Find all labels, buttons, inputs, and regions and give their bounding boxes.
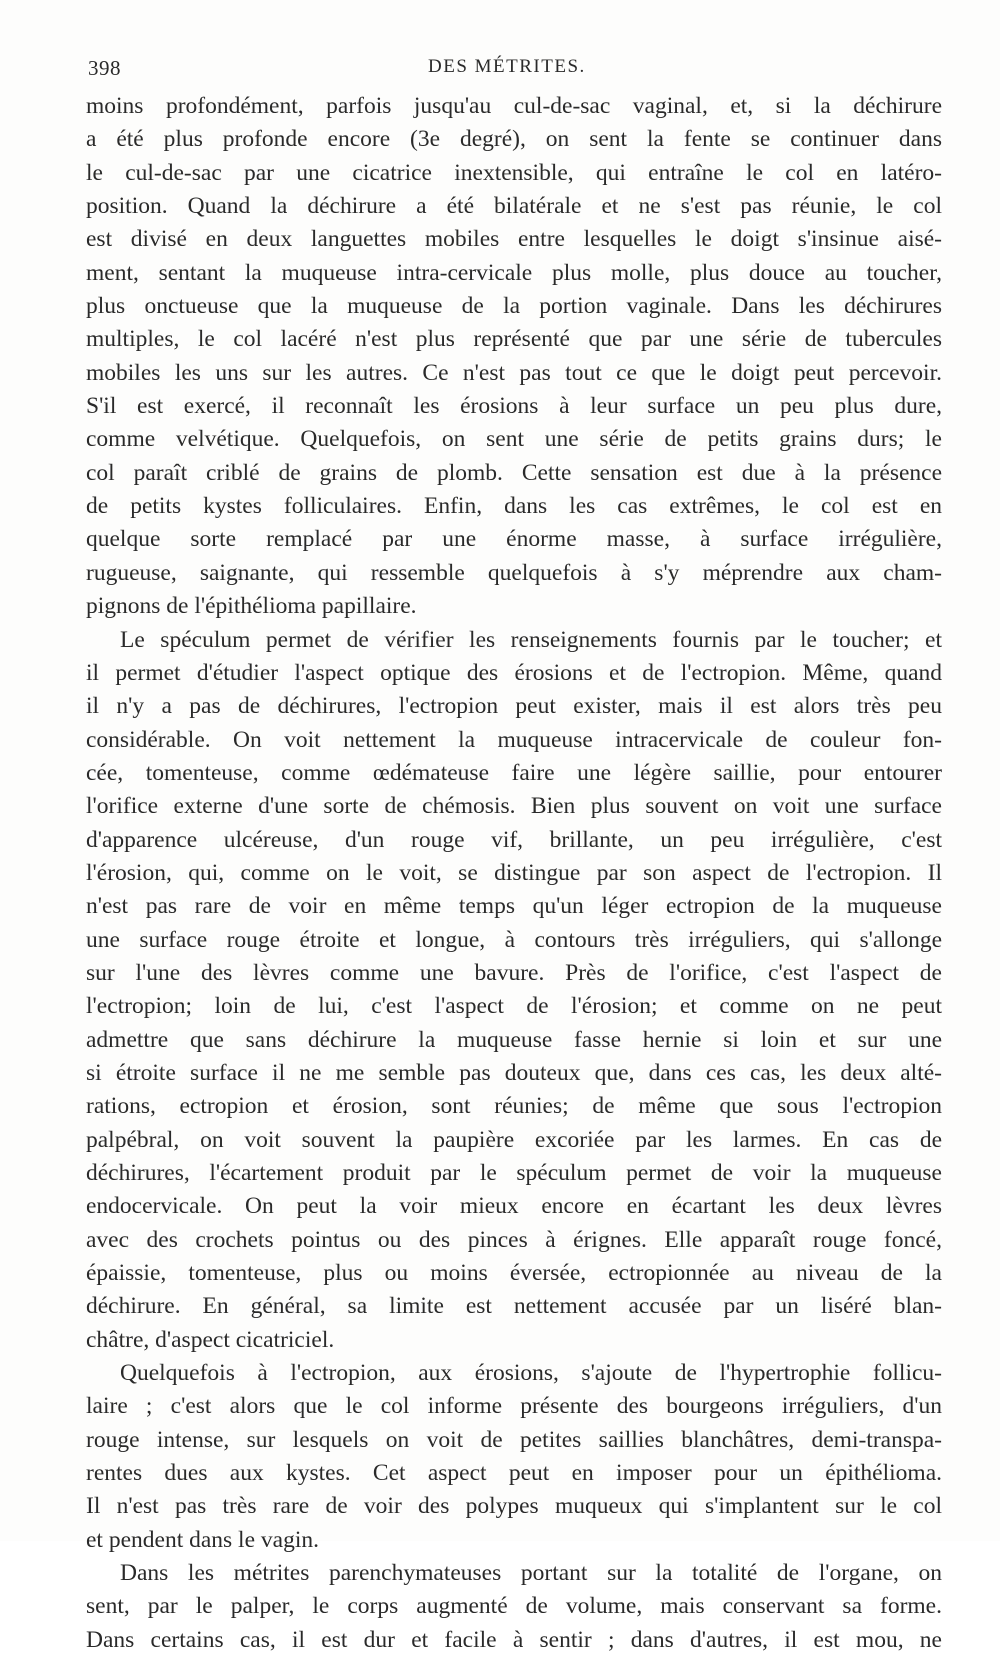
text-line: cée, tomenteuse, comme œdémateuse faire une légère saillie, pour entourer [86, 759, 942, 786]
text-line: il permet d'étudier l'aspect optique des érosions et de l'ectropion. Même, quand [86, 659, 942, 686]
text-line: ment, sentant la muqueuse intra-cervicale plus molle, plus douce au toucher, [86, 259, 942, 286]
text-line: l'ectropion; loin de lui, c'est l'aspect de l'érosion; et comme on ne peut [86, 993, 942, 1020]
text-line: châtre, d'aspect cicatriciel. [86, 1326, 335, 1353]
text-line: déchirure. En général, sa limite est nettement accusée par un liséré blan- [86, 1293, 942, 1320]
text-line: rations, ectropion et érosion, sont réunies; de même que sous l'ectropion [86, 1093, 942, 1120]
text-line: endocervicale. On peut la voir mieux encore en écartant les deux lèvres [86, 1193, 942, 1220]
text-line: n'est pas rare de voir en même temps qu'un léger ectropion de la muqueuse [86, 893, 942, 920]
text-line: Quelquefois à l'ectropion, aux érosions, s'ajoute de l'hypertrophie follicu- [120, 1360, 942, 1387]
text-line: d'apparence ulcéreuse, d'un rouge vif, brillante, un peu irrégulière, c'est [86, 826, 942, 853]
text-line: une surface rouge étroite et longue, à contours très irréguliers, qui s'allonge [86, 926, 942, 953]
text-line: de petits kystes folliculaires. Enfin, dans les cas extrêmes, le col est en [86, 493, 942, 520]
text-line: considérable. On voit nettement la muqueuse intracervicale de couleur fon- [86, 726, 942, 753]
text-line: moins profondément, parfois jusqu'au cul-de-sac vaginal, et, si la déchirure [86, 93, 942, 119]
text-line: sent, par le palper, le corps augmenté de volume, mais conservant sa forme. [86, 1593, 942, 1620]
paragraph [86, 1557, 942, 1657]
text-line: quelque sorte remplacé par une énorme masse, à surface irrégulière, [86, 526, 942, 553]
text-line: Dans les métrites parenchymateuses portant sur la totalité de l'organe, on [120, 1560, 942, 1587]
text-line: palpébral, on voit souvent la paupière excoriée par les larmes. En cas de [86, 1126, 942, 1153]
text-line: Le spéculum permet de vérifier les renseignements fournis par le toucher; et [120, 626, 942, 653]
text-line: a été plus profonde encore (3e degré), on sent la fente se continuer dans [86, 126, 942, 153]
text-line: comme velvétique. Quelquefois, on sent une série de petits grains durs; le [86, 426, 942, 453]
paragraph [86, 1357, 942, 1557]
text-line: sur l'une des lèvres comme une bavure. Près de l'orifice, c'est l'aspect de [86, 959, 942, 986]
text-line: et pendent dans le vagin. [86, 1526, 319, 1553]
text-line: déchirures, l'écartement produit par le spéculum permet de voir la muqueuse [86, 1160, 942, 1186]
text-line: Dans certains cas, il est dur et facile à sentir ; dans d'autres, il est mou, ne [86, 1626, 942, 1653]
text-line: col paraît criblé de grains de plomb. Cette sensation est due à la présence [86, 459, 942, 486]
page-number: 398 [88, 56, 121, 80]
text-line: plus onctueuse que la muqueuse de la portion vaginale. Dans les déchirures [86, 293, 942, 320]
body-text [86, 90, 942, 1657]
text-line: rouge intense, sur lesquels on voit de petites saillies blanchâtres, demi-transpa- [86, 1426, 942, 1453]
text-line: Il n'est pas très rare de voir des polypes muqueux qui s'implantent sur le col [86, 1493, 942, 1520]
paragraph [86, 624, 942, 1358]
text-line: mobiles les uns sur les autres. Ce n'est pas tout ce que le doigt peut percevoir. [86, 359, 942, 386]
text-line: est divisé en deux languettes mobiles entre lesquelles le doigt s'insinue aisé- [86, 226, 942, 253]
text-line: si étroite surface il ne me semble pas douteux que, dans ces cas, les deux alté- [86, 1059, 942, 1086]
text-line: S'il est exercé, il reconnaît les érosions à leur surface un peu plus dure, [86, 393, 942, 420]
text-line: l'érosion, qui, comme on le voit, se distingue par son aspect de l'ectropion. Il [86, 859, 942, 886]
paragraph [86, 90, 942, 624]
text-line: rentes dues aux kystes. Cet aspect peut en imposer pour un épithélioma. [86, 1460, 942, 1487]
page-header [88, 56, 948, 86]
text-line: l'orifice externe d'une sorte de chémosis. Bien plus souvent on voit une surface [86, 793, 942, 820]
text-line: laire ; c'est alors que le col informe présente des bourgeons irréguliers, d'un [86, 1393, 942, 1420]
text-line: position. Quand la déchirure a été bilatérale et ne s'est pas réunie, le col [86, 193, 942, 220]
text-line: rugueuse, saignante, qui ressemble quelquefois à s'y méprendre aux cham- [86, 559, 942, 586]
text-line: multiples, le col lacéré n'est plus représenté que par une série de tubercules [86, 326, 942, 353]
text-line: épaissie, tomenteuse, plus ou moins éversée, ectropionnée au niveau de la [86, 1260, 942, 1287]
running-title: DES MÉTRITES. [428, 56, 586, 77]
text-line: admettre que sans déchirure la muqueuse fasse hernie si loin et sur une [86, 1026, 942, 1053]
text-line: le cul-de-sac par une cicatrice inextensible, qui entraîne le col en latéro- [86, 159, 942, 186]
text-line: il n'y a pas de déchirures, l'ectropion peut exister, mais il est alors très peu [86, 693, 942, 720]
text-line: avec des crochets pointus ou des pinces à érignes. Elle apparaît rouge foncé, [86, 1226, 942, 1253]
text-line: pignons de l'épithélioma papillaire. [86, 593, 417, 620]
